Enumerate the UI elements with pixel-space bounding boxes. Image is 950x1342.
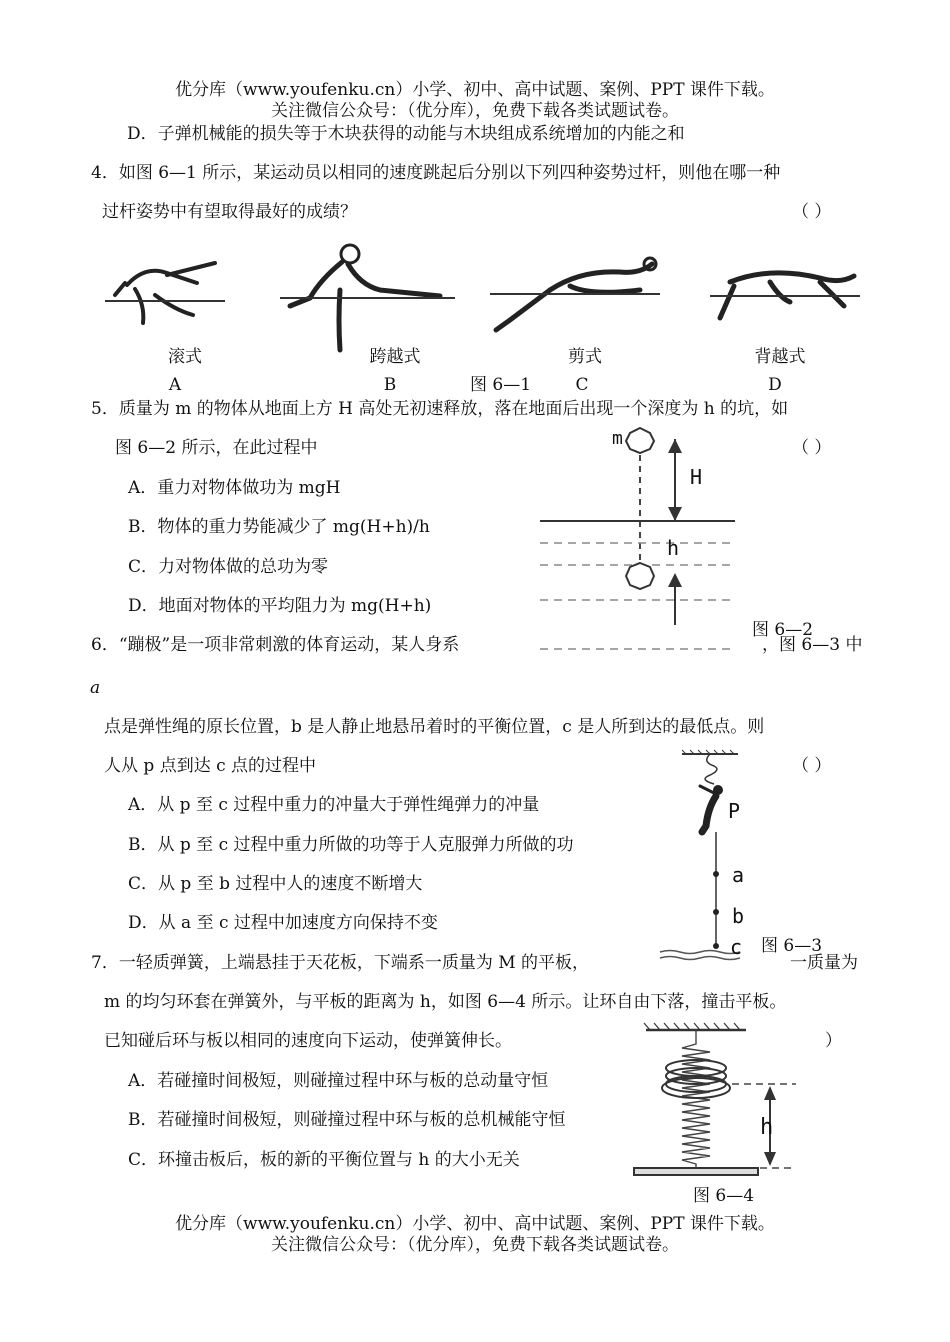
posture-b-letter: B: [383, 375, 397, 395]
q6-line-2: 点是弹性绳的原长位置，b 是人静止地悬吊着时的平衡位置，c 是人所到达的最低点。则: [104, 717, 765, 737]
prev-option-d: D．子弹机械能的损失等于木块获得的动能与木块组成系统增加的内能之和: [127, 124, 685, 144]
q5-option-d: D．地面对物体的平均阻力为 mg(H+h): [128, 596, 432, 616]
fig62-h-label: h: [667, 536, 680, 560]
q4-answer-bracket: （ ）: [792, 202, 832, 222]
q6-answer-bracket: （ ）: [792, 756, 832, 776]
posture-c-letter: C: [575, 375, 589, 395]
footer-line-2: 关注微信公众号：（优分库），免费下载各类试题试卷。: [271, 1235, 679, 1255]
posture-flop-image: [710, 262, 860, 332]
q7-line-2: m 的均匀环套在弹簧外，与平板的距离为 h，如图 6—4 所示。让环自由下落，撞击平板。: [104, 992, 787, 1012]
posture-straddle-image: [280, 240, 455, 355]
figure-6-3-label: 图 6—3: [761, 936, 823, 956]
q6-option-a: A．从 p 至 c 过程中重力的冲量大于弹性绳弹力的冲量: [128, 795, 540, 815]
posture-c-name: 剪式: [568, 347, 602, 367]
figure-6-3-drawing: [660, 750, 800, 965]
q4-line-2: 过杆姿势中有望取得最好的成绩？: [102, 202, 357, 222]
q6-option-b: B．从 p 至 c 过程中重力所做的功等于人克服弹力所做的功: [128, 835, 574, 855]
fig63-a-label: a: [732, 863, 745, 887]
q7-line-1b: 一质量为: [790, 953, 858, 973]
fig63-b-label: b: [732, 904, 745, 928]
q7-line-1a: 7．一轻质弹簧，上端悬挂于天花板，下端系一质量为 M 的平板，: [91, 953, 590, 973]
q6-line-1b: ，图 6—3 中: [762, 635, 863, 655]
posture-a-name: 滚式: [168, 347, 202, 367]
figure-6-1-label: 图 6—1: [470, 375, 532, 395]
posture-scissors-image: [490, 250, 660, 340]
fig62-m-label: m: [612, 428, 623, 449]
posture-a-letter: A: [168, 375, 182, 395]
figure-6-2-label: 图 6—2: [752, 620, 814, 640]
header-line-1: 优分库（www.youfenku.cn）小学、初中、高中试题、案例、PPT 课件下载。: [175, 80, 775, 100]
figure-6-4-drawing: [610, 1022, 800, 1182]
posture-roll-image: [105, 255, 225, 350]
figure-6-2-drawing: [540, 425, 740, 655]
q7-bracket-end: ）: [825, 1031, 842, 1051]
q5-option-c: C．力对物体做的总功为零: [128, 557, 329, 577]
posture-b-name: 跨越式: [369, 347, 421, 367]
q6-option-c: C．从 p 至 b 过程中人的速度不断增大: [128, 874, 423, 894]
q4-line-1: 4．如图 6—1 所示，某运动员以相同的速度跳起后分别以下列四种姿势过杆，则他在哪一种: [91, 163, 781, 183]
fig64-h-label: h: [760, 1115, 774, 1140]
figure-6-4-label: 图 6—4: [693, 1186, 755, 1206]
q6-line-1a: 6．“蹦极”是一项非常刺激的体育运动，某人身系: [91, 635, 460, 655]
q7-option-c: C．环撞击板后，板的新的平衡位置与 h 的大小无关: [128, 1150, 520, 1170]
posture-d-name: 背越式: [754, 347, 806, 367]
q5-answer-bracket: （ ）: [792, 438, 832, 458]
q6-line-1c: a: [90, 678, 101, 698]
fig63-P-label: P: [728, 799, 741, 823]
posture-d-letter: D: [768, 375, 782, 395]
q5-option-a: A．重力对物体做功为 mgH: [128, 478, 341, 498]
q7-option-a: A．若碰撞时间极短，则碰撞过程中环与板的总动量守恒: [128, 1071, 549, 1091]
q5-line-1: 5．质量为 m 的物体从地面上方 H 高处无初速释放，落在地面后出现一个深度为 h 的坑，如: [91, 399, 789, 419]
q6-line-3: 人从 p 点到达 c 点的过程中: [104, 756, 317, 776]
q5-line-2: 图 6—2 所示，在此过程中: [115, 438, 318, 458]
q7-option-b: B．若碰撞时间极短，则碰撞过程中环与板的总机械能守恒: [128, 1110, 566, 1130]
q6-option-d: D．从 a 至 c 过程中加速度方向保持不变: [128, 913, 438, 933]
q7-line-3: 已知碰后环与板以相同的速度向下运动，使弹簧伸长。: [104, 1031, 512, 1051]
q5-option-b: B．物体的重力势能减少了 mg(H+h)/h: [128, 517, 430, 537]
header-line-2: 关注微信公众号：（优分库），免费下载各类试题试卷。: [271, 101, 679, 121]
fig62-H-label: H: [690, 465, 703, 489]
fig63-c-label: c: [730, 935, 743, 959]
footer-line-1: 优分库（www.youfenku.cn）小学、初中、高中试题、案例、PPT 课件下载。: [175, 1214, 775, 1234]
